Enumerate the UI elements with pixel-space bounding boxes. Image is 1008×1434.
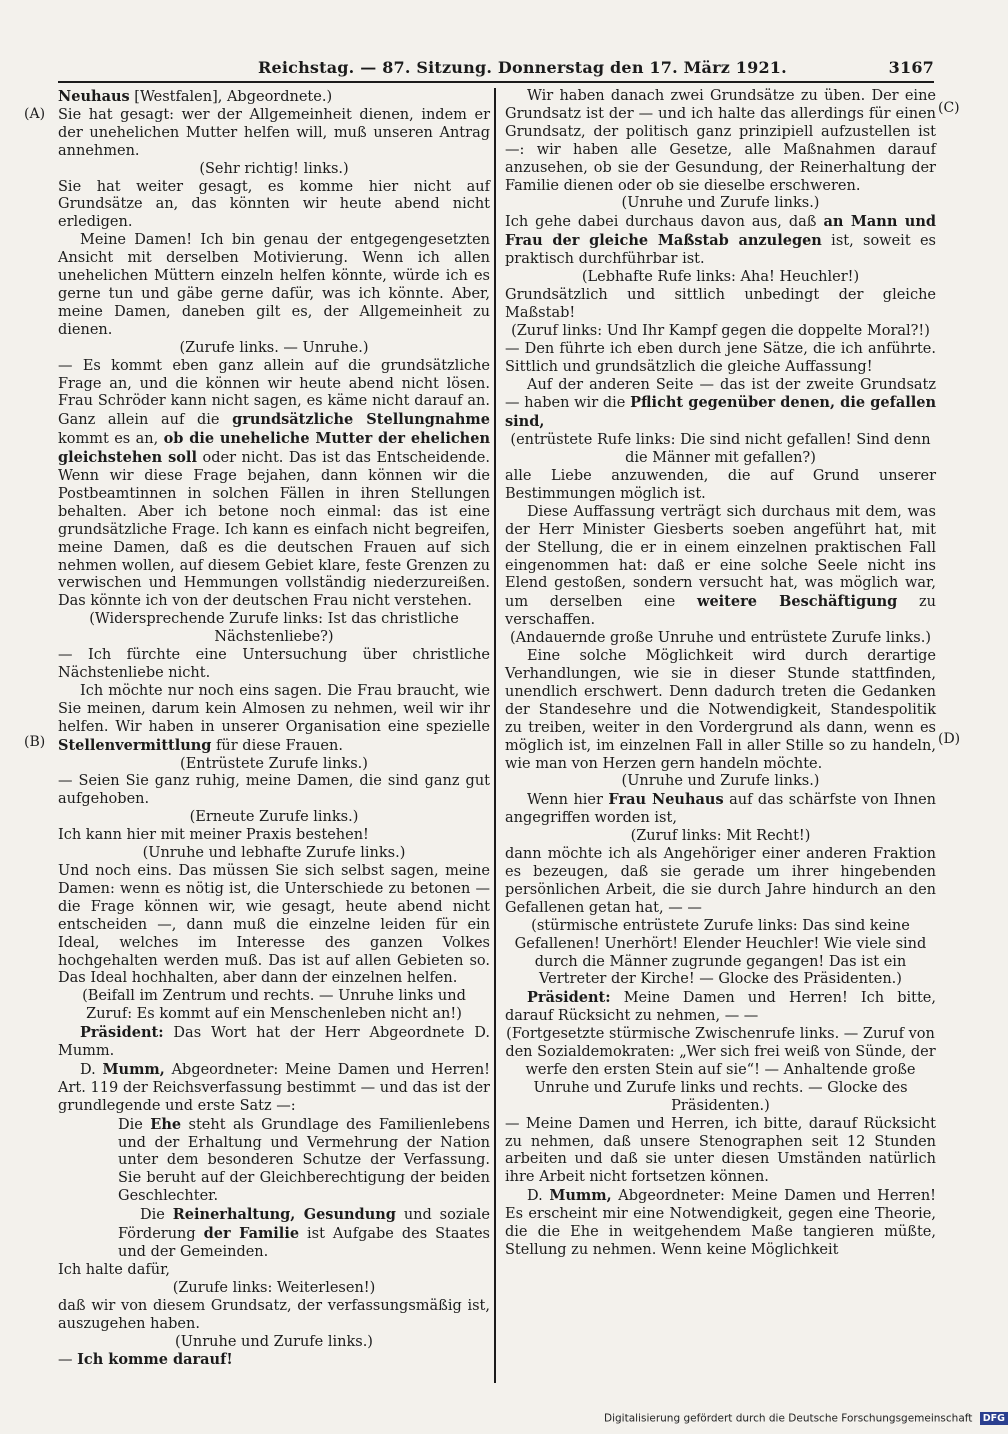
page-header xyxy=(58,54,934,80)
paragraph: daß wir von diesem Grundsatz, der verfassungsmäßig ist, auszugehen haben. xyxy=(58,1297,490,1332)
interjection: (Entrüstete Zurufe links.) xyxy=(180,755,368,772)
paragraph: Wenn hier Frau Neuhaus auf das schärfste von Ihnen angegriffen worden ist, xyxy=(505,791,936,827)
paragraph: — Es kommt eben ganz allein auf die grundsätzliche Frage an, und die können wir heute abend nicht lösen. Frau Schröder kann nicht sagen, es käme nicht darauf an. Ganz allein auf die grundsätzliche Stellungnahme kommt es an, ob die uneheliche Mutter der ehelichen gleichstehen soll oder nicht. Das ist das Entscheidende. Wenn wir diese Frage bejahen, dann können wir die Postbeamtinnen in solchen Fällen in ihren Stellungen behalten. Aber ich betone noch einmal: das ist eine grundsätzliche Frage. Ich kann es einfach nicht begreifen, meine Damen, daß es die deutschen Frauen auf sich nehmen wollen, auf diesem Gebiet klare, feste Grenzen zu verwischen und Hemmungen vollständig niederzureißen. Das könnte ich von der deutschen Frau nicht verstehen. xyxy=(58,357,490,610)
margin-marker-b: (B) xyxy=(24,734,46,750)
paragraph: Ich kann hier mit meiner Praxis bestehen! xyxy=(58,827,369,844)
paragraph: Präsident: Das Wort hat der Herr Abgeordnete D. Mumm. xyxy=(58,1024,490,1060)
paragraph: — Meine Damen und Herren, ich bitte, darauf Rücksicht zu nehmen, daß unsere Stenographen seit 12 Stunden arbeiten und daß sie unter diesen Umständen natürlich ihre Arbeit nicht fortsetzen können. xyxy=(505,1115,936,1186)
paragraph: Ich halte dafür, xyxy=(58,1261,171,1278)
right-column xyxy=(505,88,936,1260)
paragraph: — Ich fürchte eine Untersuchung über christliche Nächstenliebe nicht. xyxy=(58,647,490,681)
paragraph: Präsident: Meine Damen und Herren! Ich bitte, darauf Rücksicht zu nehmen, — — xyxy=(505,989,936,1025)
paragraph: D. Mumm, Abgeordneter: Meine Damen und Herren! Art. 119 der Reichsverfassung bestimmt — und das ist der grundlegende und erste Satz —: xyxy=(58,1060,491,1114)
interjection: (entrüstete Rufe links: Die sind nicht gefallen! Sind denn die Männer mit gefallen?) xyxy=(510,432,931,467)
interjection: (Unruhe und Zurufe links.) xyxy=(621,773,820,790)
column-divider xyxy=(494,88,496,1383)
page-number: 3167 xyxy=(888,58,934,77)
interjection: (Zuruf links: Und Ihr Kampf gegen die doppelte Moral?!) xyxy=(511,322,930,339)
interjection: (Unruhe und lebhafte Zurufe links.) xyxy=(142,845,406,862)
paragraph: — Den führte ich eben durch jene Sätze, die ich anführte. Sittlich und grundsätzlich die gleiche Auffassung! xyxy=(505,340,936,375)
interjection: (Zurufe links: Weiterlesen!) xyxy=(172,1279,376,1296)
interjection: (Unruhe und Zurufe links.) xyxy=(175,1333,373,1350)
paragraph: Die Reinerhaltung, Gesundung und soziale Förderung der Familie ist Aufgabe des Staates und der Gemeinden. xyxy=(118,1206,491,1260)
interjection: (Lebhafte Rufe links: Aha! Heuchler!) xyxy=(581,269,860,286)
paragraph: D. Mumm, Abgeordneter: Meine Damen und Herren! Es erscheint mir eine Notwendigkeit, gegen eine Theorie, die die Ehe in weitgehendem Maße tangieren müßte, Stellung zu nehmen. Wenn keine Möglichkeit xyxy=(505,1187,937,1258)
paragraph: Ich gehe dabei durchaus davon aus, daß an Mann und Frau der gleiche Maßstab anzulegen ist, soweit es praktisch durchführbar ist. xyxy=(505,213,936,268)
paragraph: Meine Damen! Ich bin genau der entgegengesetzten Ansicht mit derselben Motivierung. Wenn ich allen unehelichen Müttern einzeln helfen könnte, würde ich es gerne tun und gäbe gerne dafür, was ich könnte. Aber, meine Damen, daneben gilt es, der Allgemeinheit zu dienen. xyxy=(58,232,490,338)
interjection: (Andauernde große Unruhe und entrüstete Zurufe links.) xyxy=(509,630,932,647)
paragraph: alle Liebe anzuwenden, die auf Grund unserer Bestimmungen möglich ist. xyxy=(505,468,936,502)
footer xyxy=(604,1412,1005,1430)
paragraph: Wir haben danach zwei Grundsätze zu üben. Der eine Grundsatz ist der — und ich halte das allerdings für einen Grundsatz, der politisch ganz prinzipiell aufzustellen ist —: wir haben alle Gesetze, alle Maßnahmen darauf anzusehen, ob sie der Gesundung, der Reinerhaltung der Familie dienen oder ob sie dieselbe erschweren. xyxy=(505,88,936,194)
interjection: (Zurufe links. — Unruhe.) xyxy=(179,339,369,356)
paragraph: Sie hat weiter gesagt, es komme hier nicht auf Grundsätze an, das könnten wir heute abend nicht erledigen. xyxy=(58,178,490,231)
interjection: (Fortgesetzte stürmische Zwischenrufe links. — Zuruf von den Sozialdemokraten: „Wer sich frei weiß von Sünde, der werfe den ersten Stein auf sie“! — Anhaltende große Unruhe und Zurufe links und rechts. — Glocke des Präsidenten.) xyxy=(505,1026,936,1114)
margin-marker-a: (A) xyxy=(24,106,46,122)
paragraph: Auf der anderen Seite — das ist der zweite Grundsatz — haben wir die Pflicht gegenüber denen, die gefallen sind, xyxy=(505,376,937,431)
dfg-logo-icon: DFG xyxy=(980,1412,1008,1425)
margin-marker-d: (D) xyxy=(938,731,961,747)
interjection: (Zuruf links: Mit Recht!) xyxy=(630,828,811,845)
paragraph: Grundsätzlich und sittlich unbedingt der gleiche Maßstab! xyxy=(505,286,936,321)
paragraph: Ich möchte nur noch eins sagen. Die Frau braucht, wie Sie meinen, darum kein Almosen zu nehmen, weil wir ihr helfen. Wir haben in unserer Organisation eine spezielle Stellenvermittlung für diese Frauen. xyxy=(58,682,490,754)
paragraph: — Ich komme darauf! xyxy=(58,1351,233,1369)
interjection: (stürmische entrüstete Zurufe links: Das sind keine Gefallenen! Unerhört! Elender Heuchler! Wie viele sind durch die Männer zugrunde gegangen! Das ist ein Vertreter der Kirche! — Glocke des Präsidenten.) xyxy=(514,917,927,988)
paragraph: — Seien Sie ganz ruhig, meine Damen, die sind ganz gut aufgehoben. xyxy=(58,773,490,808)
running-title: Reichstag. — 87. Sitzung. Donnerstag den 17. März 1921. xyxy=(258,58,787,77)
footer-text: Digitalisierung gefördert durch die Deutsche Forschungsgemeinschaft xyxy=(604,1412,973,1425)
interjection: (Sehr richtig! links.) xyxy=(199,160,349,177)
paragraph: Und noch eins. Das müssen Sie sich selbst sagen, meine Damen: wenn es nötig ist, die Unterschiede zu betonen — die Frage können wir, wie gesagt, heute abend nicht entscheiden —, dann muß die einzelne leiden für ein Ideal, welches im Interesse des ganzen Volkes hochgehalten werden muß. Das ist auf allen Gebieten so. Das Ideal hochhalten, aber dann der einzelnen helfen. xyxy=(58,862,490,987)
margin-marker-c: (C) xyxy=(938,100,960,116)
interjection: (Beifall im Zentrum und rechts. — Unruhe links und Zuruf: Es kommt auf ein Menschenleben nicht an!) xyxy=(82,988,466,1023)
left-column xyxy=(58,88,490,1370)
header-rule xyxy=(58,81,934,83)
paragraph: Sie hat gesagt: wer der Allgemeinheit dienen, indem er der unehelichen Mutter helfen will, muß unseren Antrag annehmen. xyxy=(58,106,490,159)
interjection: (Erneute Zurufe links.) xyxy=(189,809,359,826)
paragraph: Neuhaus [Westfalen], Abgeordnete.) xyxy=(58,88,333,105)
paragraph: Eine solche Möglichkeit wird durch derartige Verhandlungen, wie sie in dieser Stunde stattfinden, unendlich erschwert. Denn dadurch treten die Gedanken der Standesehre und die Notwendigkeit, Standespolitik zu treiben, weiter in den Vordergrund als dann, wenn es möglich ist, im einzelnen Fall in aller Stille so zu handeln, wie man von Herzen gern handeln möchte. xyxy=(505,648,936,772)
paragraph: Diese Auffassung verträgt sich durchaus mit dem, was der Herr Minister Giesberts soeben angeführt hat, mit der Stellung, die er in einem einzelnen praktischen Fall eingenommen hat: daß er eine solche Seele nicht ins Elend gestoßen, sondern versucht hat, was möglich war, um derselben eine weitere Beschäftigung zu verschaffen. xyxy=(505,503,936,629)
interjection: (Widersprechende Zurufe links: Ist das christliche Nächstenliebe?) xyxy=(89,611,459,646)
paragraph: Die Ehe steht als Grundlage des Familienlebens und der Erhaltung und Vermehrung der Nation unter dem besonderen Schutze der Verfassung. Sie beruht auf der Gleichberechtigung der beiden Geschlechter. xyxy=(118,1115,491,1205)
paragraph: dann möchte ich als Angehöriger einer anderen Fraktion es bezeugen, daß sie gerade um ihrer hingebenden persönlichen Arbeit, die sie durch Jahre hindurch an den Gefallenen getan hat, — — xyxy=(505,846,936,916)
interjection: (Unruhe und Zurufe links.) xyxy=(621,195,820,212)
